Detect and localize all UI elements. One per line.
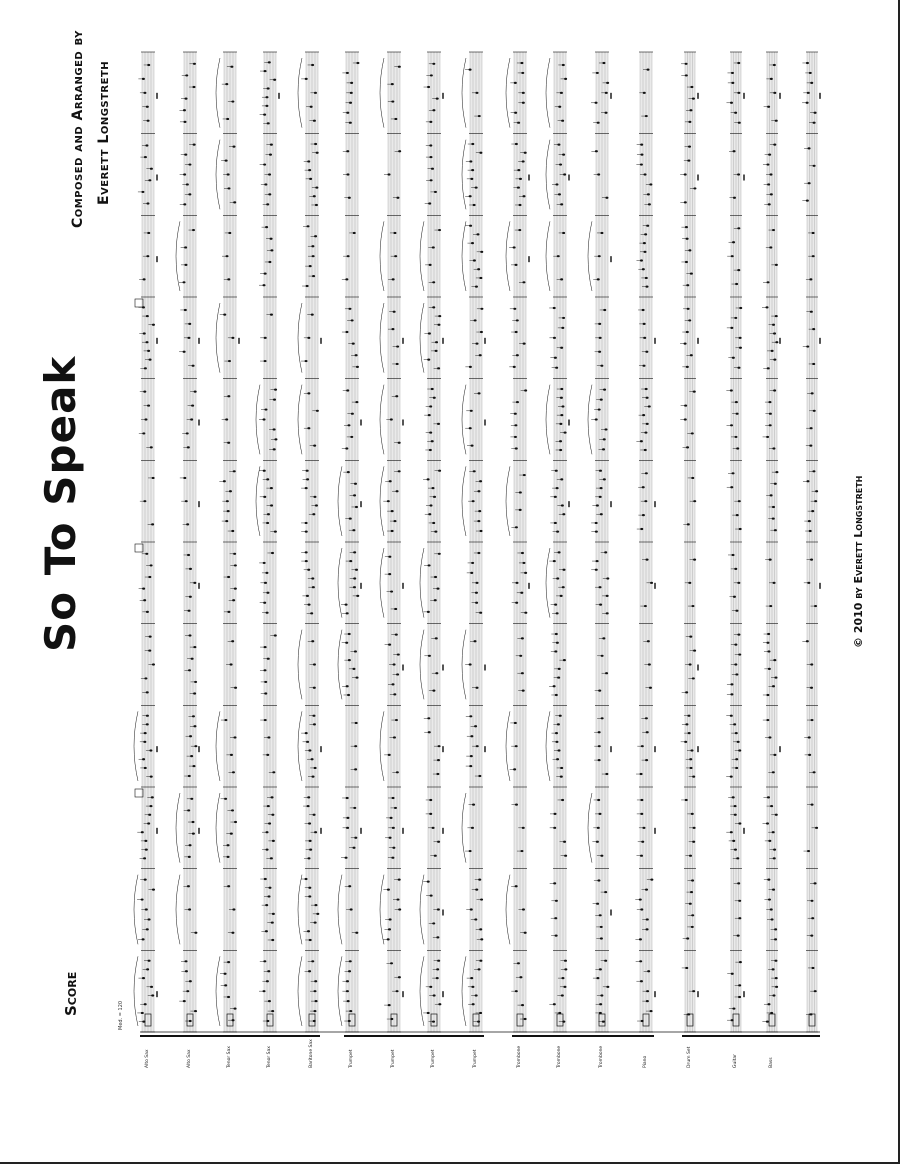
dynamic-mark: [402, 420, 404, 426]
slur: [420, 221, 424, 291]
instrument-label: Baritone Sax: [309, 1039, 314, 1068]
slur: [338, 466, 342, 536]
dynamic-mark: [360, 583, 362, 589]
dynamic-mark: [198, 338, 200, 344]
dynamic-mark: [697, 746, 699, 752]
dynamic-mark: [402, 338, 404, 344]
slur: [546, 711, 550, 781]
rehearsal-box: [135, 789, 143, 797]
instrument-label: Tenor Sax: [267, 1046, 272, 1068]
slur: [216, 58, 220, 128]
slur: [338, 956, 342, 1026]
dynamic-mark: [819, 338, 821, 344]
dynamic-mark: [442, 665, 444, 671]
dynamic-mark: [484, 420, 486, 426]
dynamic-mark: [360, 420, 362, 426]
slur: [216, 956, 220, 1026]
dynamic-mark: [320, 746, 322, 752]
dynamic-mark: [743, 828, 745, 834]
instrument-label: Trumpet: [431, 1049, 436, 1068]
instrument-label: Alto Sax: [187, 1049, 192, 1068]
dynamic-mark: [402, 583, 404, 589]
slur: [462, 385, 466, 455]
dynamic-mark: [654, 338, 656, 344]
dynamic-mark: [442, 910, 444, 916]
slur: [134, 956, 138, 1026]
instrument-label: Trumpet: [473, 1049, 478, 1068]
dynamic-mark: [528, 583, 530, 589]
rehearsal-box: [135, 544, 143, 552]
slur: [546, 58, 550, 128]
dynamic-mark: [278, 93, 280, 99]
slur: [546, 548, 550, 618]
slur: [134, 711, 138, 781]
dynamic-mark: [654, 501, 656, 507]
dynamic-mark: [320, 338, 322, 344]
instrument-label: Trumpet: [391, 1049, 396, 1068]
instrument-label: Trombone: [517, 1045, 522, 1068]
slur: [380, 548, 384, 618]
dynamic-mark: [697, 991, 699, 997]
dynamic-mark: [610, 746, 612, 752]
dynamic-mark: [743, 93, 745, 99]
dynamic-mark: [568, 175, 570, 181]
dynamic-mark: [198, 746, 200, 752]
dynamic-mark: [697, 93, 699, 99]
tempo-marking: Med. = 120: [118, 1000, 124, 1030]
rehearsal-box: [135, 299, 143, 307]
slur: [216, 303, 220, 373]
slur: [506, 221, 510, 291]
slur: [298, 630, 302, 700]
dynamic-mark: [654, 583, 656, 589]
slur: [134, 875, 138, 945]
instrument-label: Trombone: [557, 1045, 562, 1068]
instrument-label: Guitar: [733, 1054, 738, 1068]
dynamic-mark: [697, 338, 699, 344]
dynamic-mark: [779, 93, 781, 99]
dynamic-mark: [156, 991, 158, 997]
dynamic-mark: [156, 93, 158, 99]
slur: [216, 711, 220, 781]
slur: [462, 956, 466, 1026]
slur: [546, 140, 550, 210]
dynamic-mark: [198, 828, 200, 834]
slur: [546, 385, 550, 455]
slur: [298, 385, 302, 455]
composer-credit-line1: Composed and Arranged by: [70, 30, 86, 228]
dynamic-mark: [819, 583, 821, 589]
dynamic-mark: [198, 583, 200, 589]
slur: [298, 303, 302, 373]
slur: [462, 793, 466, 863]
instrument-label: Bass: [769, 1057, 774, 1068]
score-title: So To Speak: [36, 355, 85, 652]
dynamic-mark: [442, 991, 444, 997]
slur: [338, 875, 342, 945]
slur: [256, 466, 260, 536]
slur: [298, 956, 302, 1026]
slur: [588, 221, 592, 291]
slur: [462, 58, 466, 128]
dynamic-mark: [360, 828, 362, 834]
score-label: Score: [62, 971, 80, 1016]
dynamic-mark: [442, 746, 444, 752]
dynamic-mark: [156, 256, 158, 262]
dynamic-mark: [442, 93, 444, 99]
instrument-label: Piano: [643, 1055, 648, 1068]
slur: [506, 58, 510, 128]
slur: [338, 548, 342, 618]
slur: [462, 221, 466, 291]
dynamic-mark: [779, 338, 781, 344]
slur: [338, 630, 342, 700]
slur: [420, 303, 424, 373]
dynamic-mark: [238, 338, 240, 344]
dynamic-mark: [654, 746, 656, 752]
dynamic-mark: [360, 501, 362, 507]
slur: [298, 58, 302, 128]
slur: [380, 875, 384, 945]
slur: [506, 711, 510, 781]
dynamic-mark: [484, 746, 486, 752]
dynamic-mark: [610, 93, 612, 99]
dynamic-mark: [779, 746, 781, 752]
dynamic-mark: [819, 93, 821, 99]
dynamic-mark: [697, 665, 699, 671]
slur: [380, 711, 384, 781]
slur: [506, 875, 510, 945]
slur: [176, 221, 180, 291]
dynamic-mark: [654, 991, 656, 997]
slur: [588, 793, 592, 863]
instrument-label: Trombone: [599, 1045, 604, 1068]
dynamic-mark: [156, 746, 158, 752]
instrument-label: Drum Set: [687, 1046, 692, 1068]
dynamic-mark: [568, 501, 570, 507]
slur: [380, 303, 384, 373]
copyright-notice: © 2010 by Everett Longstreth: [852, 475, 865, 648]
slur: [420, 956, 424, 1026]
dynamic-mark: [610, 256, 612, 262]
dynamic-mark: [484, 665, 486, 671]
instrument-label: Trumpet: [349, 1049, 354, 1068]
slur: [380, 58, 384, 128]
dynamic-mark: [610, 910, 612, 916]
dynamic-mark: [697, 175, 699, 181]
slur: [176, 875, 180, 945]
slur: [216, 793, 220, 863]
dynamic-mark: [156, 828, 158, 834]
slur: [420, 548, 424, 618]
dynamic-mark: [528, 256, 530, 262]
dynamic-mark: [402, 828, 404, 834]
dynamic-mark: [198, 501, 200, 507]
slur: [216, 140, 220, 210]
dynamic-mark: [528, 175, 530, 181]
dynamic-mark: [484, 338, 486, 344]
dynamic-mark: [442, 338, 444, 344]
dynamic-mark: [198, 420, 200, 426]
instrument-label: Alto Sax: [145, 1049, 150, 1068]
dynamic-mark: [743, 175, 745, 181]
dynamic-mark: [568, 420, 570, 426]
slur: [176, 793, 180, 863]
slur: [462, 140, 466, 210]
composer-credit-line2: Everett Longstreth: [96, 60, 112, 205]
dynamic-mark: [610, 501, 612, 507]
dynamic-mark: [156, 175, 158, 181]
slur: [380, 221, 384, 291]
dynamic-mark: [402, 991, 404, 997]
dynamic-mark: [743, 991, 745, 997]
dynamic-mark: [156, 338, 158, 344]
slur: [380, 385, 384, 455]
slur: [420, 630, 424, 700]
slur: [462, 466, 466, 536]
slur: [546, 221, 550, 291]
slur: [298, 711, 302, 781]
dynamic-mark: [402, 665, 404, 671]
dynamic-mark: [442, 828, 444, 834]
dynamic-mark: [654, 828, 656, 834]
instrument-label: Tenor Sax: [227, 1046, 232, 1068]
slur: [298, 875, 302, 945]
dynamic-mark: [320, 828, 322, 834]
slur: [506, 466, 510, 536]
slur: [420, 875, 424, 945]
